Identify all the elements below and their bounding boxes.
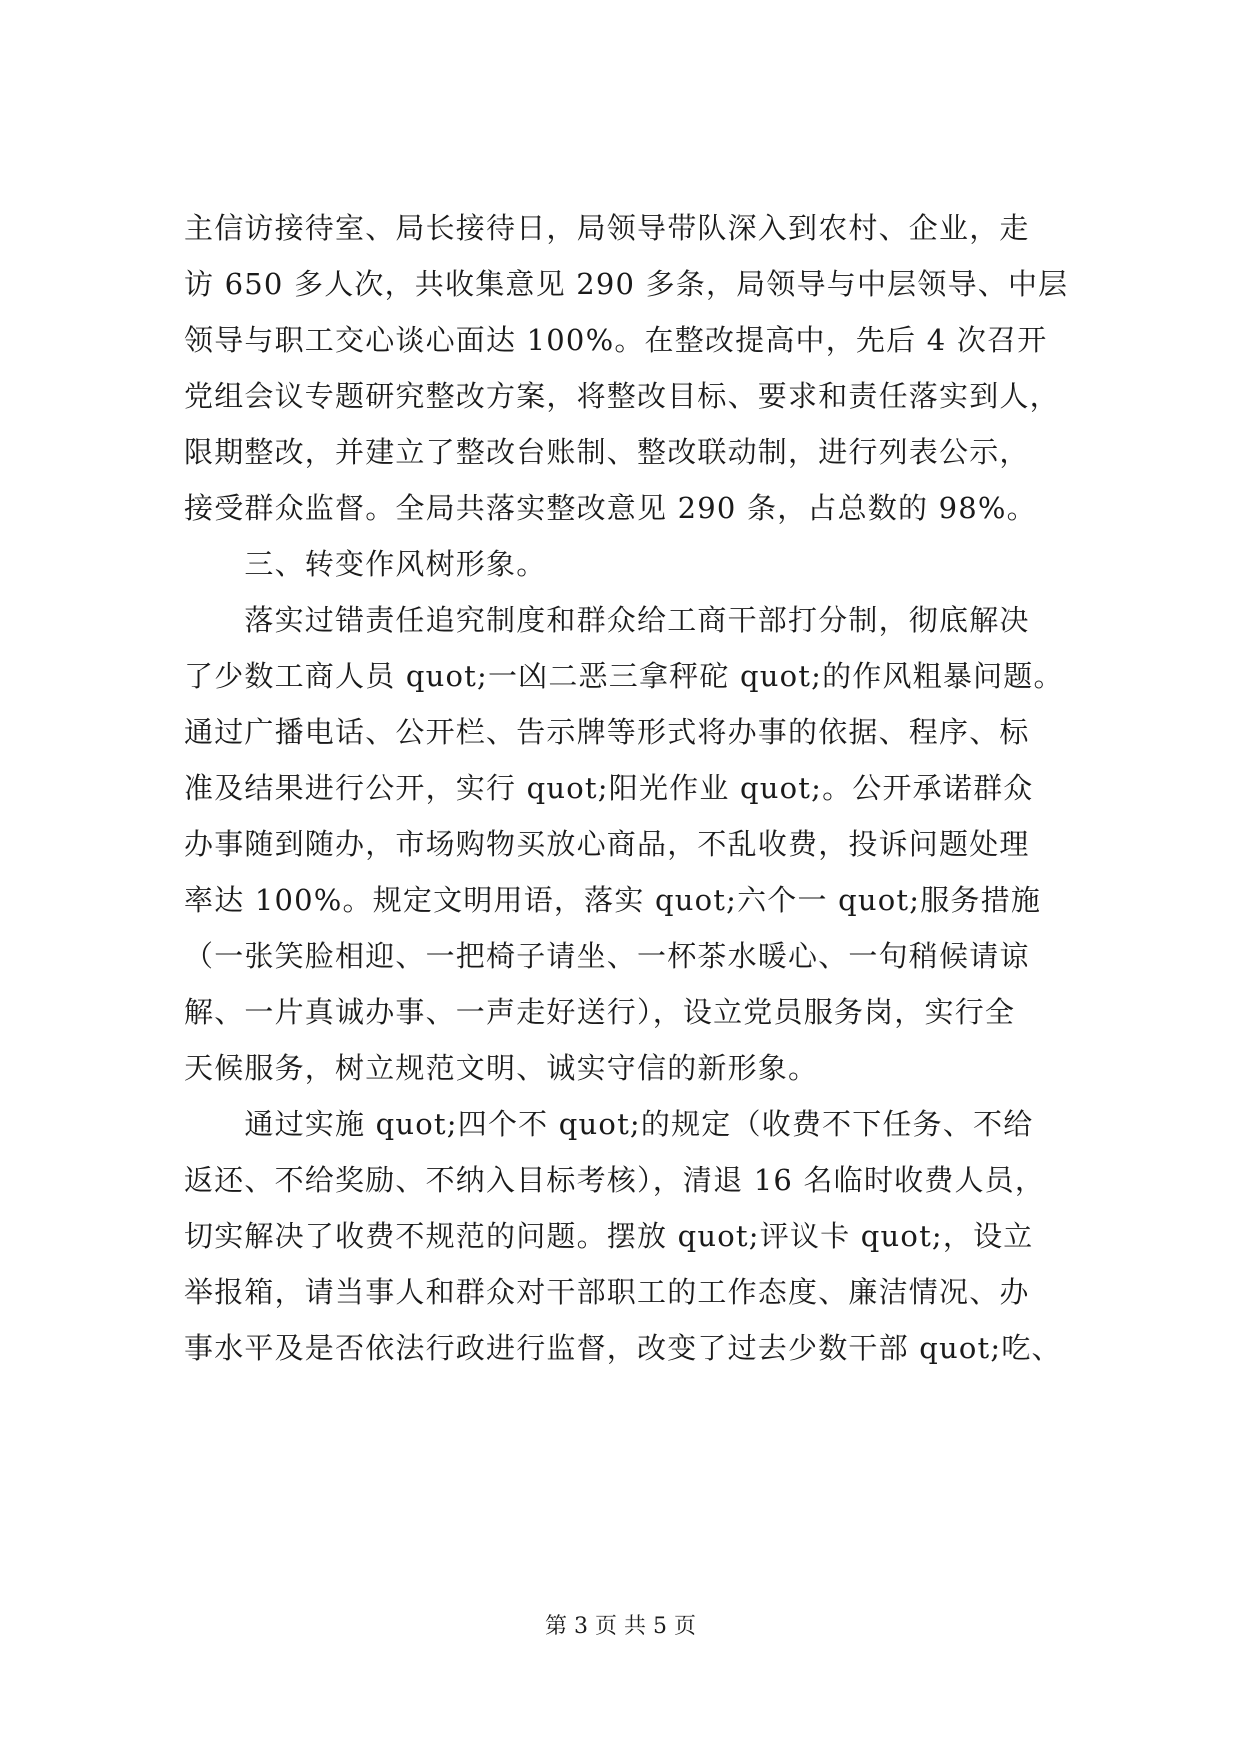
text-line: 返还、不给奖励、不纳入目标考核），清退 16 名临时收费人员， — [184, 1163, 1046, 1197]
text-line: 办事随到随办，市场购物买放心商品，不乱收费，投诉问题处理 — [184, 827, 1030, 861]
text-line: 举报箱，请当事人和群众对干部职工的工作态度、廉洁情况、办 — [184, 1275, 1030, 1309]
text-line: 准及结果进行公开，实行 quot;阳光作业 quot;。公开承诺群众 — [184, 771, 1034, 805]
text-line: 天候服务，树立规范文明、诚实守信的新形象。 — [184, 1051, 819, 1085]
text-line: 接受群众监督。全局共落实整改意见 290 条，占总数的 98%。 — [184, 491, 1037, 525]
text-line: 解、一片真诚办事、一声走好送行），设立党员服务岗，实行全 — [184, 995, 1016, 1029]
page-number-footer: 第 3 页 共 5 页 — [545, 1614, 696, 1639]
text-line: 了少数工商人员 quot;一凶二恶三拿秤砣 quot;的作风粗暴问题。 — [184, 659, 1064, 693]
text-line: 限期整改，并建立了整改台账制、整改联动制，进行列表公示， — [184, 435, 1030, 469]
text-line: 访 650 多人次，共收集意见 290 多条，局领导与中层领导、中层 — [184, 267, 1069, 301]
text-line: 通过广播电话、公开栏、告示牌等形式将办事的依据、程序、标 — [184, 715, 1030, 749]
text-line: 主信访接待室、局长接待日，局领导带队深入到农村、企业，走 — [184, 211, 1030, 245]
text-line: 领导与职工交心谈心面达 100%。在整改提高中，先后 4 次召开 — [184, 323, 1048, 357]
text-line: （一张笑脸相迎、一把椅子请坐、一杯茶水暖心、一句稍候请谅 — [184, 939, 1030, 973]
section-heading: 三、转变作风树形象。 — [184, 547, 547, 581]
text-line: 落实过错责任追究制度和群众给工商干部打分制，彻底解决 — [184, 603, 1030, 637]
text-line: 切实解决了收费不规范的问题。摆放 quot;评议卡 quot;，设立 — [184, 1219, 1034, 1253]
text-line: 党组会议专题研究整改方案，将整改目标、要求和责任落实到人， — [184, 379, 1060, 413]
text-line: 率达 100%。规定文明用语，落实 quot;六个一 quot;服务措施 — [184, 883, 1042, 917]
text-line: 通过实施 quot;四个不 quot;的规定（收费不下任务、不给 — [184, 1107, 1034, 1141]
text-line: 事水平及是否依法行政进行监督，改变了过去少数干部 quot;吃、 — [184, 1331, 1062, 1365]
